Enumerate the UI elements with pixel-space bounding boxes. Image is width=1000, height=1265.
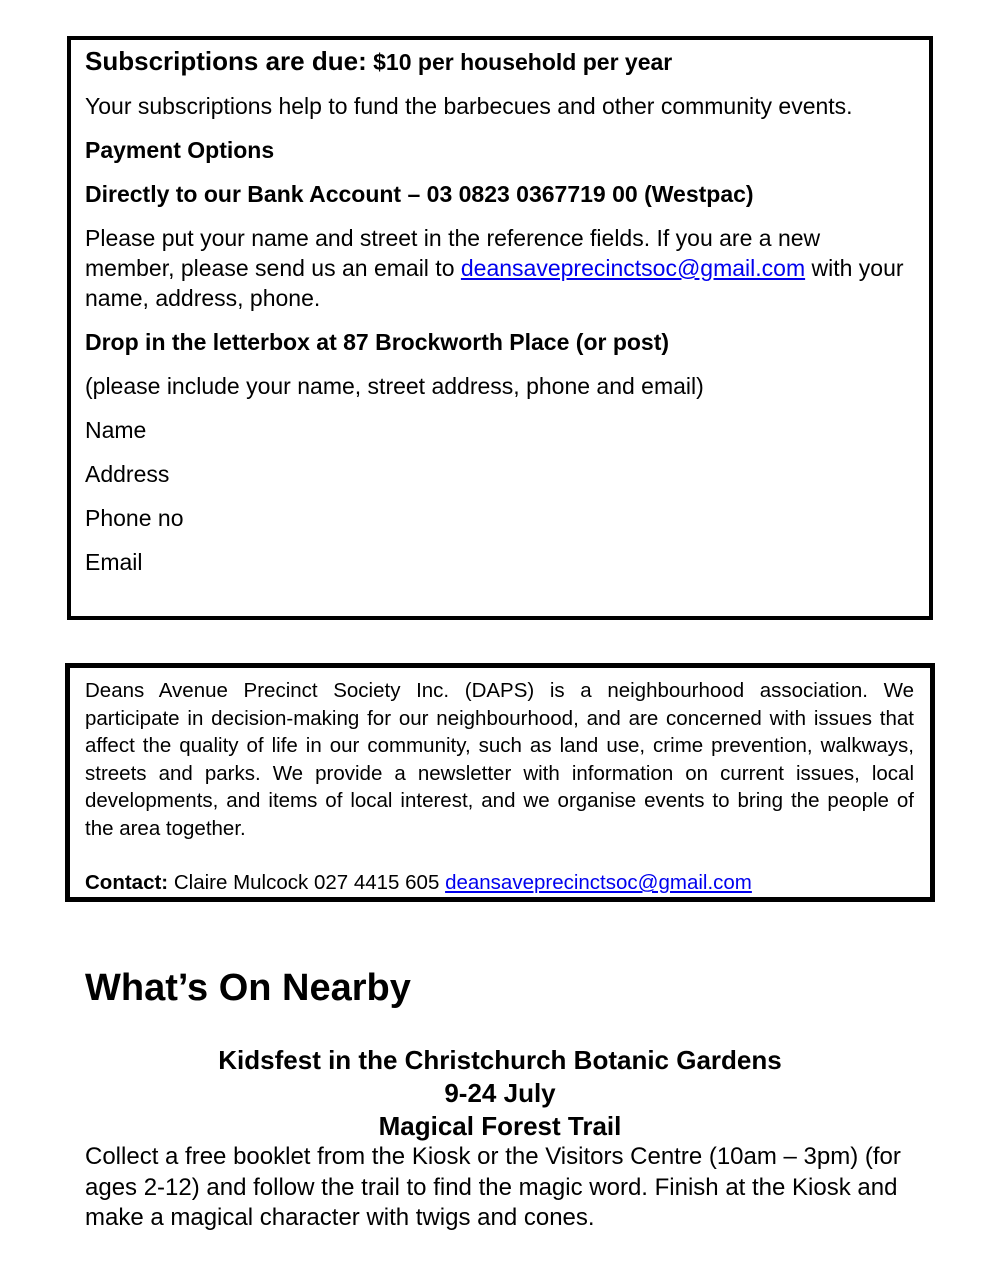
reference-text: Please put your name and street in the reference fields. If you are a new member, please send us an email to: [85, 225, 821, 281]
contact-details: Claire Mulcock 027 4415 605: [168, 871, 446, 894]
payment-options-heading: Payment Options: [85, 137, 275, 163]
event-title: Kidsfest in the Christchurch Botanic Gardens: [218, 1045, 782, 1075]
subscriptions-box: [67, 36, 933, 620]
event-description: Collect a free booklet from the Kiosk or the Visitors Centre (10am – 3pm) (for ages 2-12) and follow the trail to find the magic word. Finish at the Kiosk and make a magical character with twigs and cones.: [85, 1143, 901, 1231]
about-text: Deans Avenue Precinct Society Inc. (DAPS) is a neighbourhood association. We participate in decision-making for our neighbourhood, and are concerned with issues that affect the quality of life in our community, such as land use, crime prevention, walkways, streets and parks. We provide a newsletter with information on current issues, local developments, and items of local interest, and we organise events to bring the people of the area together.: [85, 679, 914, 840]
reference-suffix: with your name, address, phone.: [85, 255, 904, 311]
bank-account-line: Directly to our Bank Account – 03 0823 0367719 00 (Westpac): [85, 181, 754, 207]
form-field-phone: Phone no: [85, 505, 184, 531]
form-field-name: Name: [85, 417, 147, 443]
form-field-address: Address: [85, 461, 170, 487]
event-subtitle: Magical Forest Trail: [378, 1111, 622, 1141]
whats-on-heading: What’s On Nearby: [85, 967, 411, 1009]
subscriptions-heading: Subscriptions are due:: [85, 46, 367, 76]
form-field-email: Email: [85, 549, 143, 575]
include-note: (please include your name, street address, phone and email): [85, 373, 704, 399]
contact-line: [85, 869, 914, 897]
subscriptions-heading-row: [85, 40, 915, 84]
event-title-block: [0, 1044, 1000, 1143]
email-link[interactable]: deansaveprecinctsoc@gmail.com: [460, 255, 806, 281]
contact-label: Contact:: [85, 871, 169, 894]
contact-email-link[interactable]: deansaveprecinctsoc@gmail.com: [445, 871, 752, 894]
subscription-amount: $10 per household per year: [373, 49, 673, 75]
reference-instructions: [85, 216, 915, 320]
letterbox-line: Drop in the letterbox at 87 Brockworth Place (or post): [85, 329, 670, 355]
subscriptions-intro: Your subscriptions help to fund the barbecues and other community events.: [85, 93, 853, 119]
about-box: [65, 663, 935, 902]
event-dates: 9-24 July: [444, 1078, 556, 1108]
